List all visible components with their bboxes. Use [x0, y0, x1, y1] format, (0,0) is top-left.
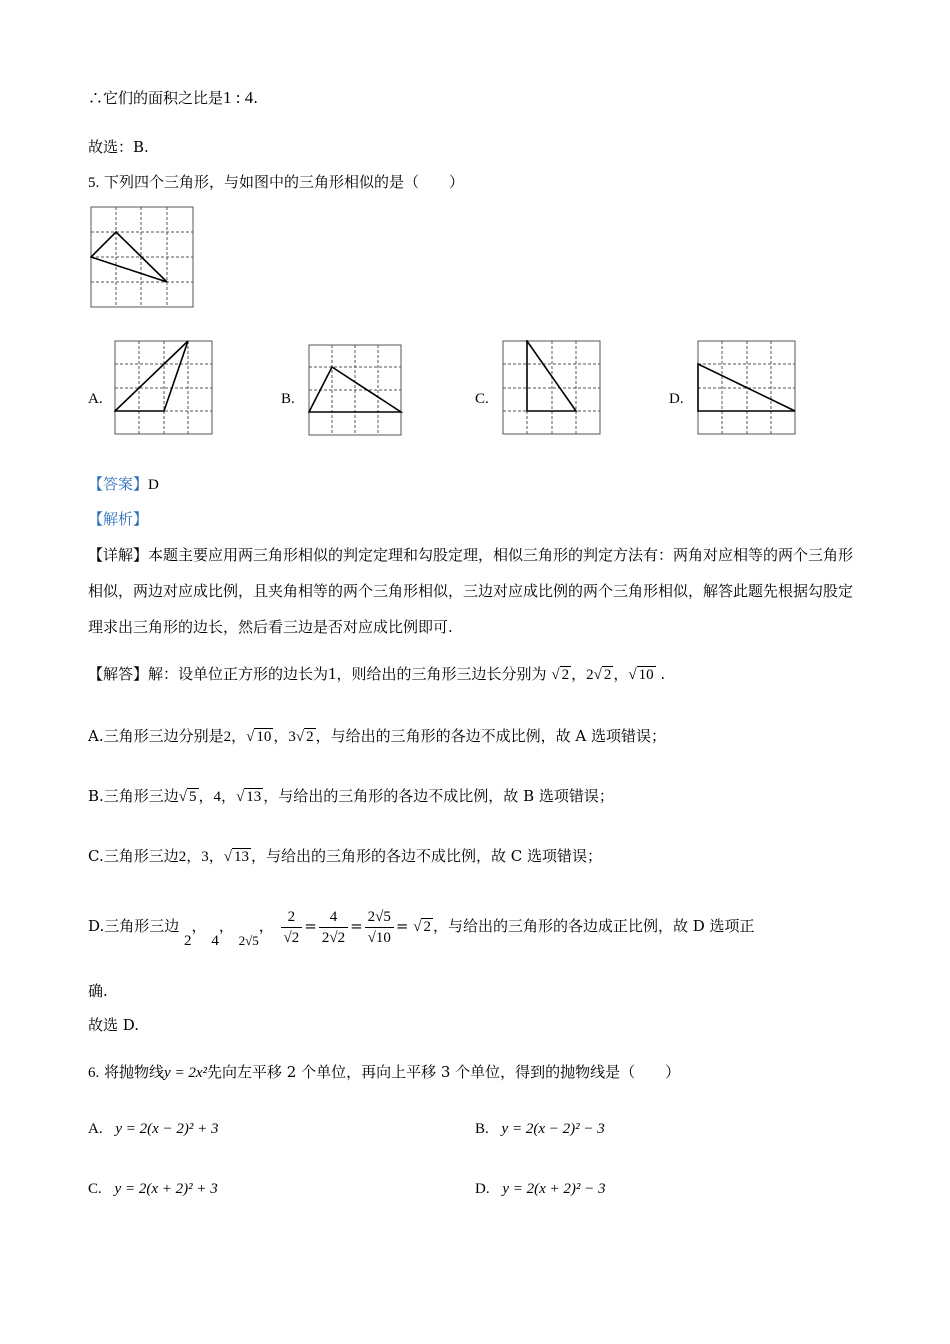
question-6-text-a: 将抛物线 [104, 1063, 165, 1081]
option-label: C. [88, 1181, 102, 1197]
line-c-v3: 13 [233, 849, 249, 865]
detail-paragraph [88, 537, 863, 645]
line-d-suffix: ，与给出的三角形的各边成正比例，故 D 选项正 [432, 917, 755, 935]
option-d-figure [697, 340, 797, 436]
question-5-main-figure [90, 206, 196, 310]
period: . [253, 89, 259, 107]
line-d-v1: 2 [184, 933, 192, 949]
side-1: √ 2 [551, 667, 570, 683]
option-b-label: B. [281, 391, 295, 407]
question-5-stem [88, 172, 464, 193]
option-label: A. [88, 1121, 103, 1137]
answer-value: D [148, 477, 159, 493]
fraction-2: $\frac{4}{2√2}$ [319, 907, 348, 948]
line-d-continuation: 确. [88, 982, 108, 1000]
option-expression: y = 2(x − 2)² − 3 [501, 1121, 605, 1137]
side-3: √ 10 [628, 667, 654, 683]
option-c-figure [502, 340, 602, 436]
conclusion-text: ∴它们的面积之比是 [88, 89, 224, 107]
line-d-v3: 2√5 [238, 933, 259, 948]
option-expression: y = 2(x + 2)² + 3 [114, 1181, 218, 1197]
option-expression: y = 2(x + 2)² − 3 [502, 1181, 606, 1197]
option-d-label: D. [669, 391, 684, 407]
question-6-option-b[interactable] [475, 1118, 605, 1139]
question-6-stem [88, 1062, 680, 1083]
option-label: B. [475, 1121, 489, 1137]
solution-text: 解：设单位正方形的边长为 [148, 665, 329, 683]
conclusion-line [88, 88, 258, 108]
line-a: A.三角形三边分别是2，√ 10 ，3√ 2 ，与给出的三角形的各边不成比例，故 A 选项错误； [88, 727, 666, 745]
question-6-option-c[interactable] [88, 1178, 218, 1199]
line-a-prefix: A.三角形三边分别是 [88, 727, 224, 745]
option-a-figure [114, 340, 214, 436]
question-6-option-a[interactable] [88, 1118, 219, 1139]
ratio-value: 1 : 4 [223, 88, 254, 107]
line-d: D.三角形三边 2， 4， 2√5， $\frac{2}{√2}$ = $\frac{4}{2√2}$ = $\frac{2√5}{√10}$ = √ 2 ，与给出的三角形的各边成正比例，故 D 选项正 [88, 908, 755, 949]
option-expression: y = 2(x − 2)² + 3 [115, 1121, 219, 1137]
line-c-v1: 2 [178, 849, 187, 865]
line-b-prefix: B.三角形三边 [88, 787, 179, 805]
question-6-text-b: 先向左平移 2 个单位，再向上平移 3 个单位，得到的抛物线是（ ） [206, 1063, 681, 1081]
question-number: 5. [88, 175, 100, 191]
answer-line [88, 474, 159, 495]
question-text: 下列四个三角形，与如图中的三角形相似的是（ ） [104, 173, 465, 191]
question-6-option-d[interactable] [475, 1178, 606, 1199]
line-c-prefix: C.三角形三边 [88, 847, 179, 865]
line-c: C.三角形三边2，3，√ 13 ，与给出的三角形的各边不成比例，故 C 选项错误； [88, 847, 602, 865]
option-a-label: A. [88, 391, 103, 407]
unit-length: 1 [328, 664, 337, 683]
fraction-1: $\frac{2}{√2}$ [281, 907, 303, 948]
question-5-final-answer: 故选 D. [88, 1016, 140, 1034]
option-b-figure [308, 344, 403, 437]
previous-answer: 故选：B. [88, 138, 149, 156]
line-a-suffix: ，与给出的三角形的各边不成比例，故 A 选项错误； [315, 727, 666, 745]
question-6-function: y = 2x² [164, 1065, 207, 1081]
answer-label: 【答案】 [88, 475, 149, 493]
line-d-prefix: D.三角形三边 [88, 917, 180, 935]
option-label: D. [475, 1181, 490, 1197]
line-a-v2: 10 [256, 729, 272, 745]
ratio-sqrt2: √ 2 [413, 919, 431, 935]
line-c-v2: 3 [201, 849, 209, 865]
solution-line: 【解答】解：设单位正方形的边长为1，则给出的三角形三边长分别为 √ 2 ，2√ 2 ，√ 10 . [88, 664, 666, 683]
line-b-v1: 5 [189, 789, 197, 805]
side-2: 2√ 2 [586, 667, 612, 683]
line-b: B.三角形三边√ 5 ，4，√ 13 ，与给出的三角形的各边不成比例，故 B 选项错误； [88, 787, 614, 805]
detail-label: 【详解】 [88, 546, 149, 564]
line-b-v3: 13 [246, 789, 262, 805]
analysis-label: 【解析】 [88, 510, 149, 528]
fraction-3: $\frac{2√5}{√10}$ [365, 907, 394, 948]
option-c-label: C. [475, 391, 489, 407]
line-a-v3-coef: 3 [288, 729, 296, 745]
line-d-v2: 4 [211, 933, 219, 949]
line-b-suffix: ，与给出的三角形的各边不成比例，故 B 选项错误； [263, 787, 614, 805]
question-6-number: 6. [88, 1065, 100, 1081]
line-a-v3: 2 [306, 729, 314, 745]
detail-text: 本题主要应用两三角形相似的判定定理和勾股定理，相似三角形的判定方法有：两角对应相等的两个三角形相似，两边对应成比例，且夹角相等的两个三角形相似，三边对应成比例的两个三角形相似，解答此题先根据勾股定理求出三角形的边长，然后看三边是否对应成比例即可. [88, 546, 854, 636]
option-a-triangle [115, 341, 188, 411]
solution-label: 【解答】 [88, 665, 149, 683]
line-c-suffix: ，与给出的三角形的各边不成比例，故 C 选项错误； [250, 847, 602, 865]
solution-text-2: ，则给出的三角形三边长分别为 [336, 665, 547, 683]
line-b-v2: 4 [213, 789, 222, 805]
line-a-v1: 2 [223, 729, 232, 745]
